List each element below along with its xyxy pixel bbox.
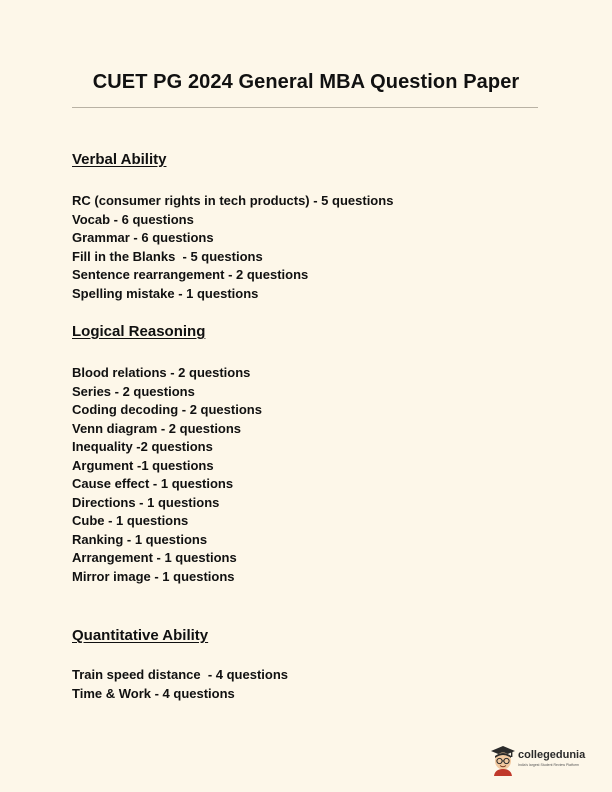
logical-reasoning-list: [72, 364, 262, 586]
list-item: Arrangement - 1 questions: [72, 550, 237, 565]
page-title: CUET PG 2024 General MBA Question Paper: [92, 71, 520, 93]
section-heading-verbal-ability: Verbal Ability: [72, 151, 167, 168]
list-item: Train speed distance - 4 questions: [72, 667, 289, 682]
list-item: Series - 2 questions: [72, 383, 195, 399]
collegedunia-logo: [489, 744, 599, 776]
list-item: Inequality -2 questions: [72, 439, 213, 454]
quantitative-ability-list: [72, 666, 288, 703]
list-item: Mirror image - 1 questions: [72, 568, 235, 584]
logo-wordmark: collegedunia: [518, 749, 586, 761]
section-heading-quantitative-ability: Quantitative Ability: [72, 627, 209, 644]
list-item: Fill in the Blanks - 5 questions: [72, 248, 263, 264]
list-item: Argument -1 questions: [72, 457, 214, 473]
list-item: Grammar - 6 questions: [72, 230, 214, 245]
list-item: Directions - 1 questions: [72, 494, 220, 510]
list-item: Venn diagram - 2 questions: [72, 420, 242, 436]
logo-tagline: India's largest Student Review Platform: [518, 763, 579, 767]
list-item: Coding decoding - 2 questions: [72, 402, 262, 417]
title-divider: [72, 107, 538, 108]
list-item: Spelling mistake - 1 questions: [72, 285, 259, 301]
list-item: Sentence rearrangement - 2 questions: [72, 267, 309, 282]
list-item: Cube - 1 questions: [72, 513, 189, 528]
list-item: Cause effect - 1 questions: [72, 476, 234, 491]
list-item: Ranking - 1 questions: [72, 531, 208, 547]
list-item: RC (consumer rights in tech products) - 5 questions: [72, 193, 394, 208]
list-item: Vocab - 6 questions: [72, 211, 194, 227]
student-mascot-icon: [489, 744, 517, 776]
list-item: Time & Work - 4 questions: [72, 685, 235, 701]
section-heading-logical-reasoning: Logical Reasoning: [72, 323, 206, 340]
list-item: Blood relations - 2 questions: [72, 365, 251, 380]
verbal-ability-list: [72, 192, 393, 303]
